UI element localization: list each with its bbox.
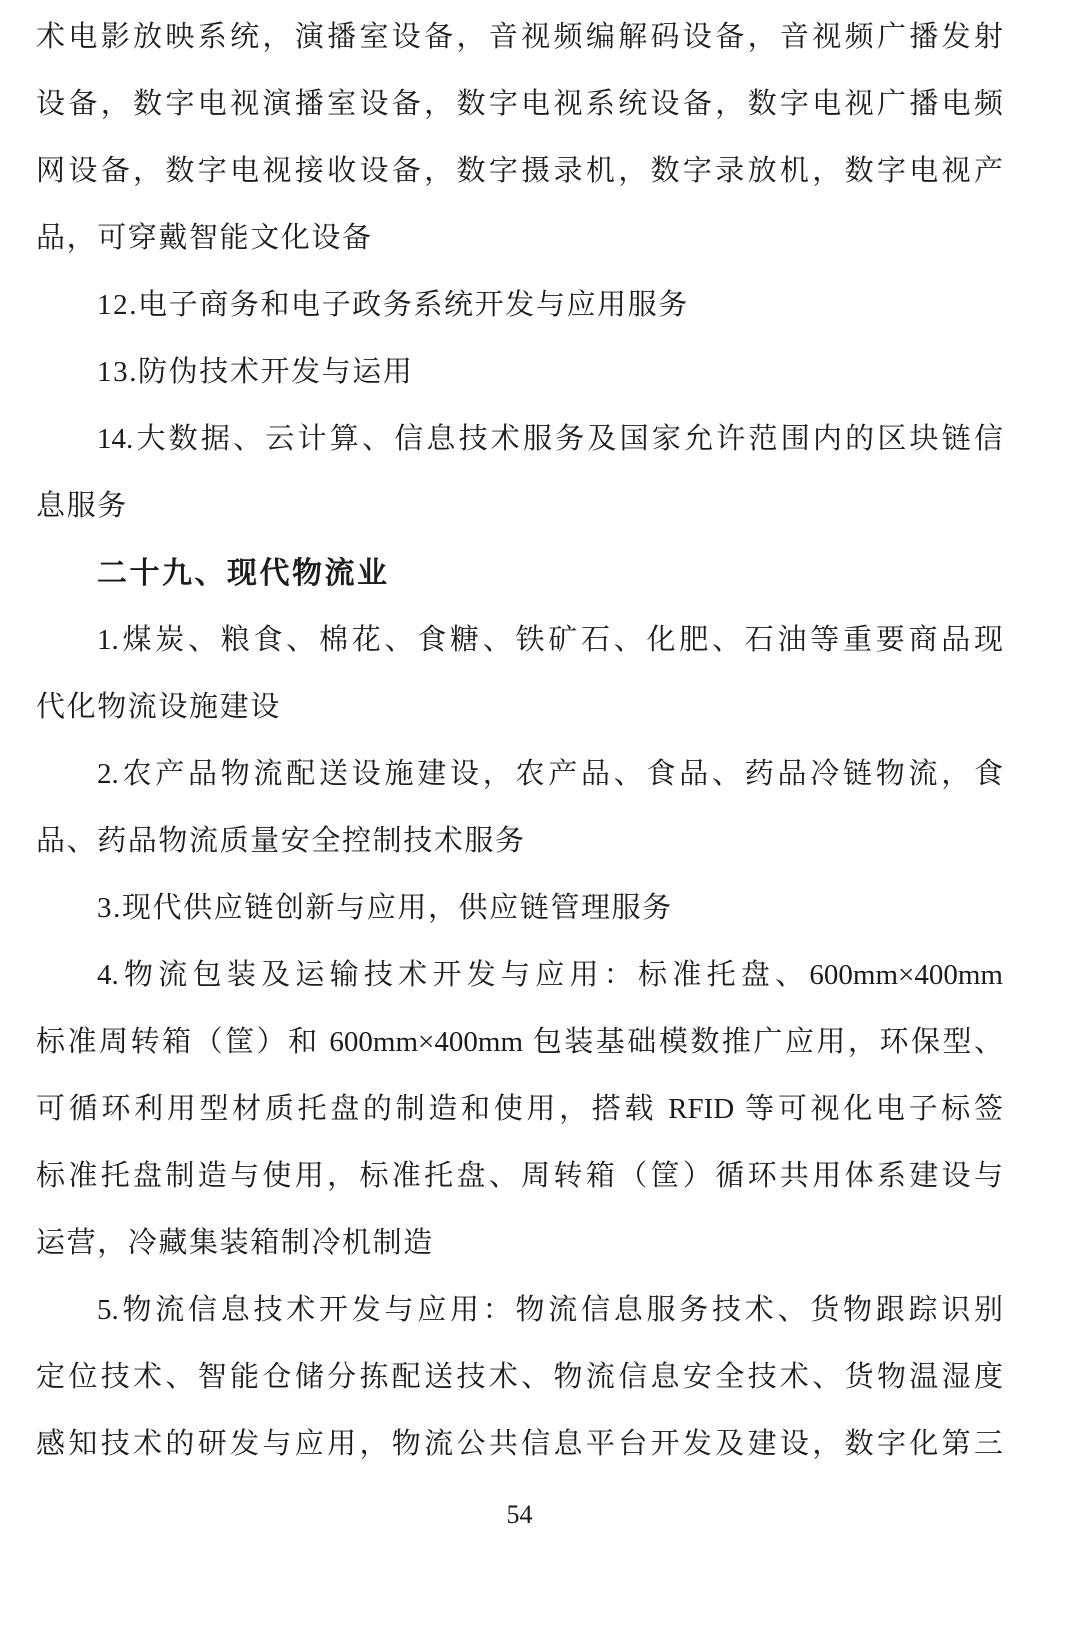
list-item-1 [36,607,1003,741]
text-line: 12.电子商务和电子政务系统开发与应用服务 [97,289,689,321]
list-item-2 [36,741,1003,875]
text-line: 代化物流设施建设 [36,691,281,723]
text-line: 设备，数字电视演播室设备，数字电视系统设备，数字电视广播电频 [36,88,1003,120]
text-line: 息服务 [36,490,128,522]
list-item-13 [36,339,1003,406]
text-line: 3.现代供应链创新与应用，供应链管理服务 [97,892,673,924]
text-line: 14.大数据、云计算、信息技术服务及国家允许范围内的区块链信 [97,423,1003,455]
text-line: 术电影放映系统，演播室设备，音视频编解码设备，音视频广播发射 [36,21,1003,53]
text-line: 品、药品物流质量安全控制技术服务 [36,825,526,857]
section-heading-text: 二十九、现代物流业 [97,557,390,590]
text-line: 标准周转箱（筐）和 600mm×400mm 包装基础模数推广应用，环保型、 [36,1026,1003,1058]
text-line: 4.物流包装及运输技术开发与应用：标准托盘、600mm×400mm [97,959,1003,991]
text-line: 定位技术、智能仓储分拣配送技术、物流信息安全技术、货物温湿度 [36,1361,1003,1393]
paragraph-continuation [36,4,1003,272]
text-line: 可循环利用型材质托盘的制造和使用，搭载 RFID 等可视化电子标签 [36,1093,1003,1125]
section-heading [36,540,1003,607]
text-line: 2.农产品物流配送设施建设，农产品、食品、药品冷链物流，食 [97,758,1003,790]
list-item-5 [36,1277,1003,1478]
list-item-4 [36,942,1003,1277]
text-line: 感知技术的研发与应用，物流公共信息平台开发及建设，数字化第三 [36,1428,1003,1460]
document-body [36,4,1003,1478]
text-line: 13.防伪技术开发与运用 [97,356,414,388]
text-line: 5.物流信息技术开发与应用：物流信息服务技术、货物跟踪识别 [97,1294,1003,1326]
text-line: 1.煤炭、粮食、棉花、食糖、铁矿石、化肥、石油等重要商品现 [97,624,1003,656]
list-item-3 [36,875,1003,942]
text-line: 运营，冷藏集装箱制冷机制造 [36,1227,434,1259]
text-line: 网设备，数字电视接收设备，数字摄录机，数字录放机，数字电视产 [36,155,1003,187]
text-line: 标准托盘制造与使用，标准托盘、周转箱（筐）循环共用体系建设与 [36,1160,1003,1192]
list-item-14 [36,406,1003,540]
page-number: 54 [506,1500,533,1529]
list-item-12 [36,272,1003,339]
text-line: 品，可穿戴智能文化设备 [36,222,373,254]
